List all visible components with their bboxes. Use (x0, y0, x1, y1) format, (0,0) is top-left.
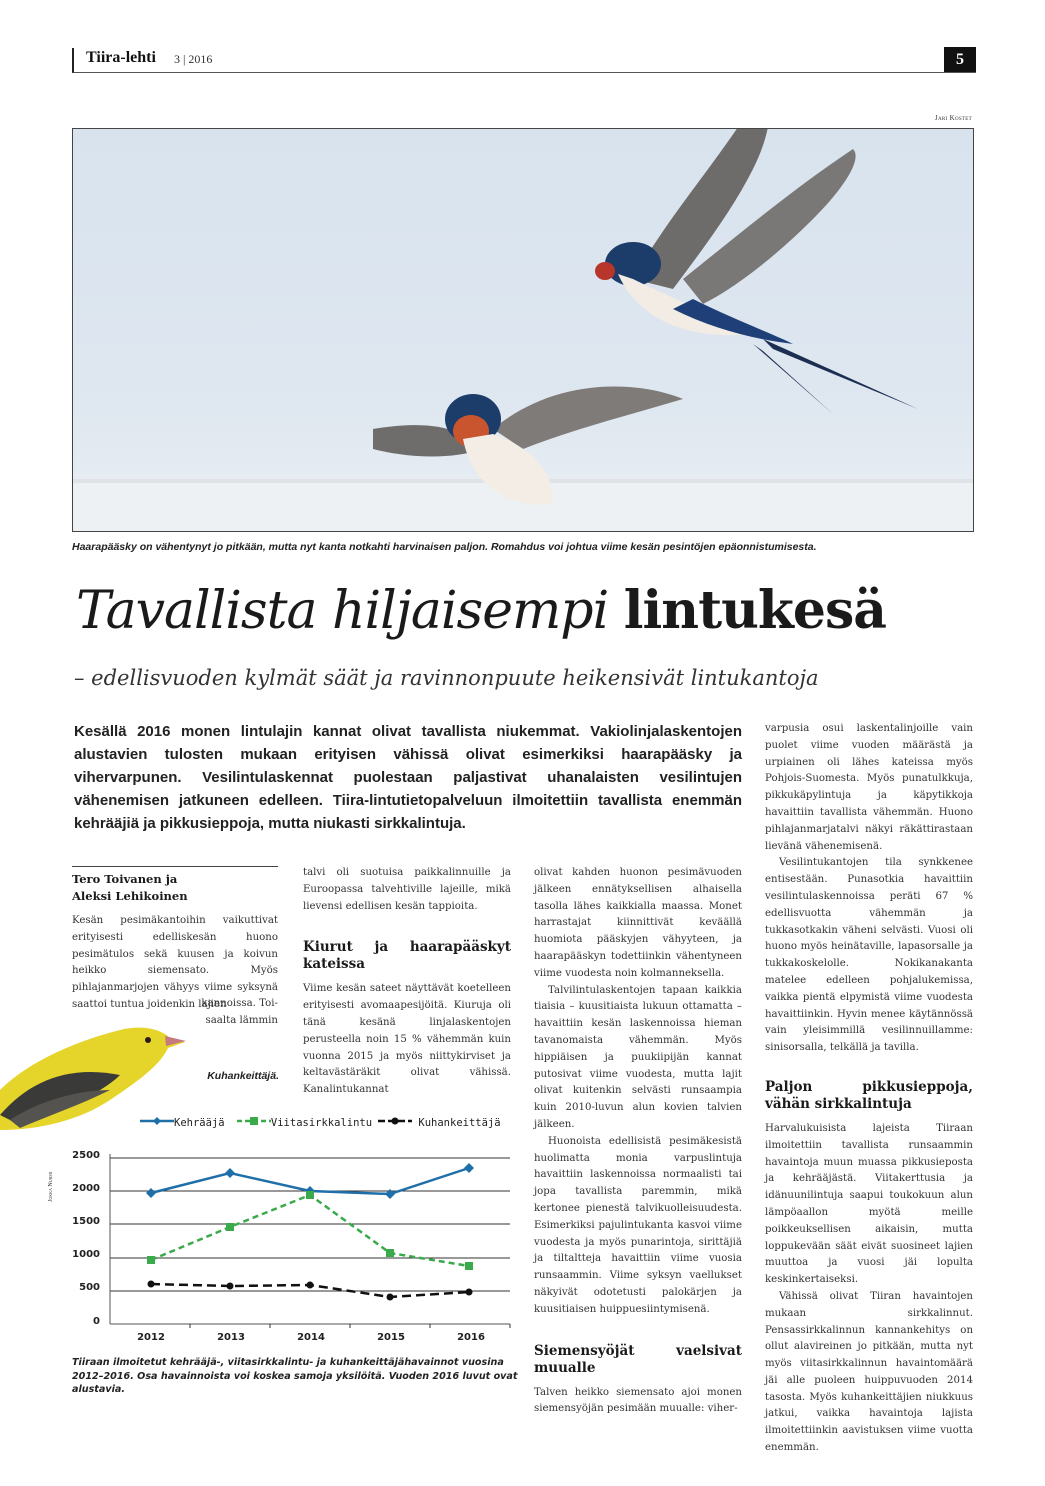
page-number: 5 (944, 47, 976, 72)
heading-kiurut: Kiurut ja haarapääskyt kateissa (303, 939, 511, 973)
bird-caption: Kuhankeittäjä. (207, 1070, 279, 1082)
heading-siemensyojat: Siemensyöjät vaelsivat muualle (534, 1342, 742, 1376)
col4-paragraph-4: Vähissä olivat Tiiran havaintojen mukaan sirkkalinnut. Pensassirkkalinnun kannankehitys on ollut alavireinen jo pitkään, mutta nyt myös viitasirkkalinnun havaintomäärä jäi alle puoleen huippuvuoden 2014 tasosta. Myös kuhankeittäjien niukkuus jatkui, vaikka havaintoja lajista ilmoitettiinkin aavistuksen viime vuotta enemmän. (765, 1290, 973, 1454)
author-2: Aleksi Lehikoinen (72, 889, 188, 903)
title-bold-part: lintukesä (623, 580, 886, 641)
chart-caption: Tiiraan ilmoitetut kehrääjä-, viitasirkkalintu- ja kuhankeittäjähavainnot vuosina 2012–2016. Osa havainnoista voi koskea samoja yksilöitä. Vuoden 2016 luvut ovat alustavia. (72, 1357, 518, 1395)
col3-paragraph-1: olivat kahden huonon pesimävuoden jälkeen ennätyksellisen alhaisella tasolla lähes kaikkialla maassa. Monet harrastajat kiinnittivät keväällä huomiota pääskyjen vähyyteen, ja haarapääskyn todettiinkin vähentyneen viime vuodesta noin kolmanneksella. (534, 867, 742, 979)
article-subtitle: – edellisvuoden kylmät säät ja ravinnonpuute heikensivät lintukantoja (74, 666, 819, 690)
col4-paragraph-2: Vesilintukantojen tila synkkenee entisestään. Punasotkia havaittiin vesilintulaskennoissa peräti 67 % edellisvuotta vähemmän ja tukkasotkakin väheni selvästi. Vuosi oli huono myös heinätaville, lapasorsalle ja tukkakoskelolle. Nokikanakanta matelee edelleen pohjalukemissa, vaikka pientä elpymistä viime vuodesta havaittiinkin. Hyvin menee käytännössä vain yleisimmillä vesilinnuillamme: sinisorsalla, telkällä ja tavilla. (765, 857, 973, 1054)
author-1: Tero Toivanen ja (72, 872, 178, 886)
column-1-wrap (190, 996, 278, 1030)
legend-viitasirkkalintu: Viitasirkkalintu (237, 1117, 378, 1129)
col3-paragraph-3: Huonoista edellisistä pesimäkesistä huolimatta monia varpuslintuja havaittiin laskennoissa normaalisti tai jopa tavallista paremmin, mikä kertonee pienestä talvikuolleisuudesta. Esimerkiksi pajulintukanta kasvoi viime vuodesta ja myös punarintoja, sirittäjiä ja tiltaltteja havaittiin viime vuosia runsaammin. Viime syksyn vaellukset näkyivät odotetusti palokärjen ja kuusitiaisen huippuesiintymisenä. (534, 1135, 742, 1315)
article-title (76, 580, 886, 641)
col2-paragraph: Viime kesän sateet näyttävät koetelleen erityisesti avomaapesijöitä. Kiuruja oli tänä kesänä linjalaskentojen perusteella noin 15 % vähemmän kuin vuonna 2015 ja myös niittykirviset ja keltavästäräkit olivat vähissä. Kanalintukannat (303, 983, 511, 1096)
col2-intro: talvi oli suotuisa paikkalinnuille ja Euroopassa talvehtiville lajeille, mikä lievensi edellisen kesän tappioita. (303, 867, 511, 912)
legend-circle-icon (378, 1116, 412, 1126)
swallows-illustration (73, 129, 973, 531)
col1-paragraph: Kesän pesimäkantoihin vaikuttivat erityisesti edelliskesän huono pesimätulos sekä kuusen ja koivun heikko siemensato. Myös pihlajanmarjojen vähyys viime syksynä saattoi tuntua joidenkin lajien (72, 915, 278, 1010)
heading-pikkusiepot: Paljon pikkusieppoja, vähän sirkkalintuja (765, 1078, 973, 1112)
column-3-text (534, 865, 742, 1418)
column-2-text (303, 865, 511, 1099)
legend-diamond-icon (140, 1116, 174, 1126)
swallow-photo (72, 128, 974, 532)
magazine-name: Tiira-lehti (86, 49, 156, 66)
legend-kehraaja: Kehrääjä (140, 1117, 231, 1129)
col4-paragraph-1: varpusia osui laskentalinjoille vain puolet viime vuoden määrästä ja urpiainen oli lähes kateissa myös Pohjois-Suomesta. Myös punatulkkuja, pikkukäpylintuja ja käpytikkoja havaittiin tavallista vähemmän. Huono pihlajanmarjatalvi näkyi räkättirastaan lievänä vähenemisenä. (765, 723, 973, 852)
page-header (72, 48, 976, 73)
photo-credit: Jari Kostet (935, 114, 972, 122)
chart-plot-area (72, 1148, 522, 1348)
legend-square-icon (237, 1116, 271, 1126)
byline (72, 871, 282, 905)
chart-legend (140, 1116, 520, 1129)
col4-paragraph-3: Harvalukuisista lajeista Tiiraan ilmoitettiin tavallista runsaammin havaintoja muun muassa pikkusieposta ja kehrääjästä. Viitakerttusia ja idänuunilintuja saapui toukokuun alun lämpöaallon myötä meille poikkeuksellisen aikaisin, mutta loppukevään säät eivät suosineet lajien muuttoa ja vuosi jäi lopulta keskinkertaiseksi. (765, 1122, 973, 1286)
col3-paragraph-4: Talven heikko siemensato ajoi monen siemensyöjän pesimään muualle: viher- (534, 1386, 742, 1415)
issue-number: 3 | 2016 (174, 52, 213, 66)
line-chart: 2500 2000 1500 1000 500 0 2012 2013 2014 2015 2016 (72, 1148, 522, 1348)
column-4-text (765, 721, 973, 1457)
title-italic-part: Tavallista hiljaisempi (76, 581, 609, 641)
col1-wrap-line-1: kannoissa. Toi- (201, 998, 278, 1009)
illustration-credit: Jukka Nurmi (48, 1171, 54, 1202)
legend-kuhankeittaja: Kuhankeittäjä (378, 1117, 500, 1129)
col1-wrap-line-2: saalta lämmin (205, 1014, 278, 1026)
photo-caption: Haarapääsky on vähentynyt jo pitkään, mutta nyt kanta notkahti harvinaisen paljon. Romahdus voi johtua viime kesän pesintöjen epäonnistumisesta. (72, 541, 817, 553)
col3-paragraph-2: Talvilintulaskentojen tapaan kaikkia tiaisia – kuusitiaista lukuun ottamatta – havaittiin kesän laskennoissa hieman tavanomaista vähemmän. Myös hippiäisen ja puukiipijän kannat putosivat viime vuodesta, mutta lajit olivat kuitenkin selvästi runsaampia kuin 2010-luvun alun kovien talvien jälkeen. (534, 984, 742, 1130)
lead-paragraph: Kesällä 2016 monen lintulajin kannat olivat tavallista niukemmat. Vakiolinjalaskentojen alustavien tulosten mukaan erityisen vähissä olivat esimerkiksi haarapääsky ja vihervarpunen. Vesilintulaskennat puolestaan paljastivat uhanalaisten vesilintujen vähenemisen jatkuneen edelleen. Tiira-lintutietopalveluun ilmoitettiin tavallista enemmän kehrääjiä ja pikkusieppoja, mutta niukasti sirkkalintuja. (74, 723, 742, 832)
byline-rule (72, 866, 278, 867)
golden-oriole-illustration (0, 1020, 190, 1130)
